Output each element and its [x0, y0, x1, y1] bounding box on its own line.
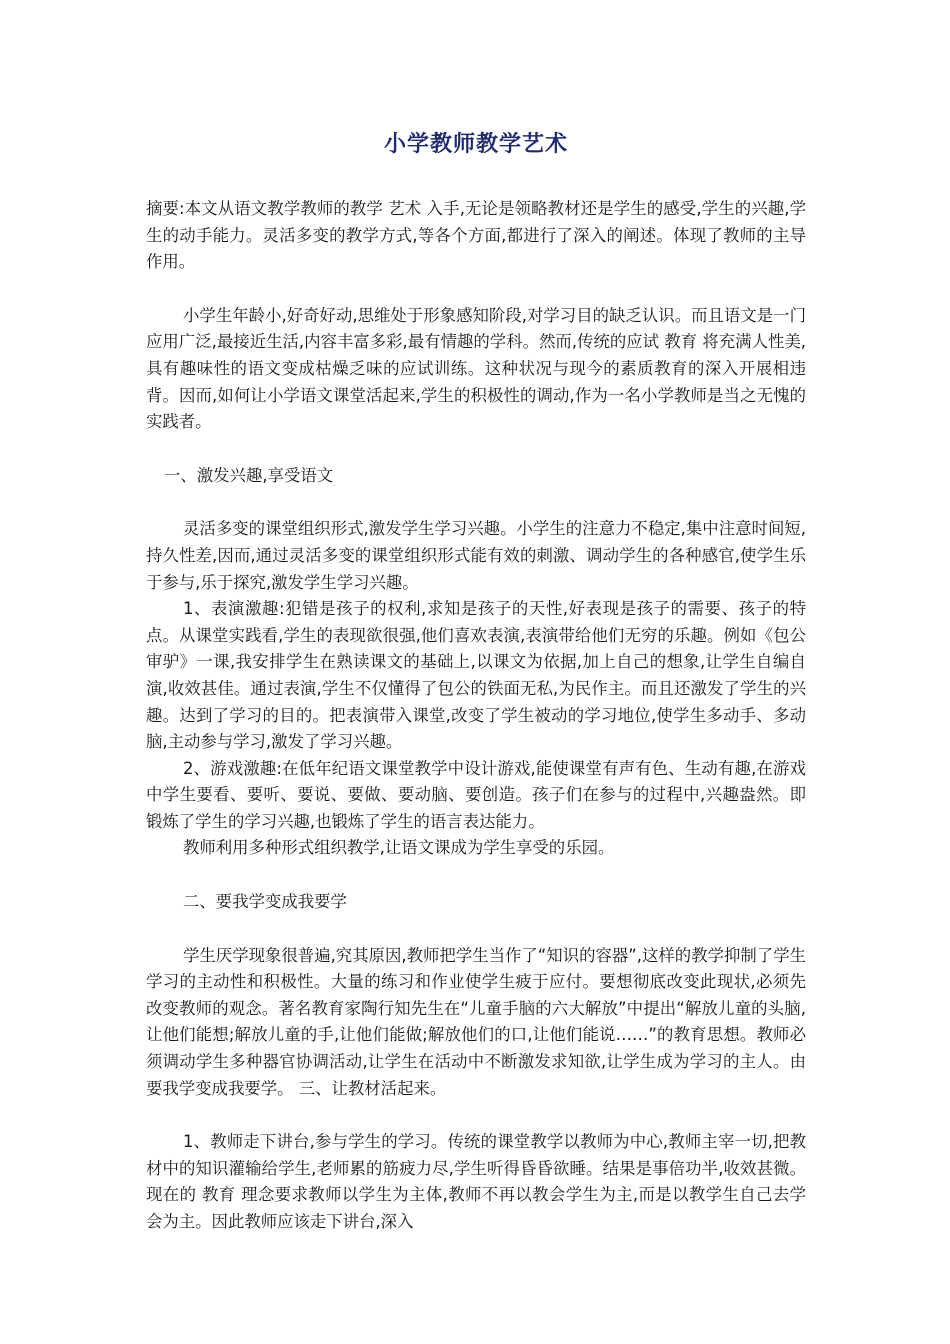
- intro-paragraph: 小学生年龄小,好奇好动,思维处于形象感知阶段,对学习目的缺乏认识。而且语文是一门应用广泛,最接近生活,内容丰富多彩,最有情趣的学科。然而,传统的应试 教育 将充满人性美,具有趣味性的语文变成枯燥乏味的应试训练。这种状况与现今的素质教育的深入开展相违背。因而,如何让小学语文课堂活起来,学生的积极性的调动,作为一名小学教师是当之无愧的实践者。: [146, 305, 806, 432]
- document-page: [146, 130, 806, 1236]
- document-title: 小学教师教学艺术: [383, 132, 568, 157]
- section2-paragraph-1: 学生厌学现象很普遍,究其原因,教师把学生当作了“知识的容器”,这样的教学抑制了学生学习的主动性和积极性。大量的练习和作业使学生疲于应付。要想彻底改变此现状,必须先改变教师的观念。著名教育家陶行知先生在“儿童手脑的六大解放”中提出“解放儿童的头脑,让他们能想;解放儿童的手,让他们能做;解放他们的口,让他们能说……”的教育思想。教师必须调动学生多种器官协调活动,让学生在活动中不断激发求知欲,让学生成为学习的主人。由要我学变成我要学。 三、让教材活起来。: [146, 945, 806, 1098]
- section1-paragraph-4: 教师利用多种形式组织教学,让语文课成为学生享受的乐园。: [183, 838, 615, 858]
- section-heading-1: 一、激发兴趣,享受语文: [164, 465, 334, 485]
- section1-paragraph-2: 1、表演激趣:犯错是孩子的权利,求知是孩子的天性,好表现是孩子的需要、孩子的特点。从课堂实践看,学生的表现欲很强,他们喜欢表演,表演带给他们无穷的乐趣。例如《包公审驴》一课,我安排学生在熟读课文的基础上,以课文为依据,加上自己的想象,让学生自编自演,收效甚佳。通过表演,学生不仅懂得了包公的铁面无私,为民作主。而且还激发了学生的兴趣。达到了学习的目的。把表演带入课堂,改变了学生被动的学习地位,使学生多动手、多动脑,主动参与学习,激发了学习兴趣。: [146, 599, 806, 752]
- section3-paragraph-1: 1、教师走下讲台,参与学生的学习。传统的课堂教学以教师为中心,教师主宰一切,把教材中的知识灌输给学生,老师累的筋疲力尽,学生听得昏昏欲睡。结果是事倍功半,收效甚微。现在的 教育 理念要求教师以学生为主体,教师不再以教会学生为主,而是以教学生自己去学会为主。因此教师应该走下讲台,深入: [146, 1132, 806, 1231]
- section1-paragraph-3: 2、游戏激趣:在低年纪语文课堂教学中设计游戏,能使课堂有声有色、生动有趣,在游戏中学生要看、要听、要说、要做、要动脑、要创造。孩子们在参与的过程中,兴趣盎然。即锻炼了学生的学习兴趣,也锻炼了学生的语言表达能力。: [146, 758, 806, 831]
- abstract-paragraph: 摘要:本文从语文教学教师的教学 艺术 入手,无论是领略教材还是学生的感受,学生的兴趣,学生的动手能力。灵活多变的教学方式,等各个方面,都进行了深入的阐述。体现了教师的主导作用。: [146, 199, 806, 272]
- section1-paragraph-1: 灵活多变的课堂组织形式,激发学生学习兴趣。小学生的注意力不稳定,集中注意时间短,持久性差,因而,通过灵活多变的课堂组织形式能有效的刺激、调动学生的各种感官,使学生乐于参与,乐于探究,激发学生学习兴趣。: [146, 519, 806, 592]
- section-heading-2: 二、要我学变成我要学: [183, 892, 347, 912]
